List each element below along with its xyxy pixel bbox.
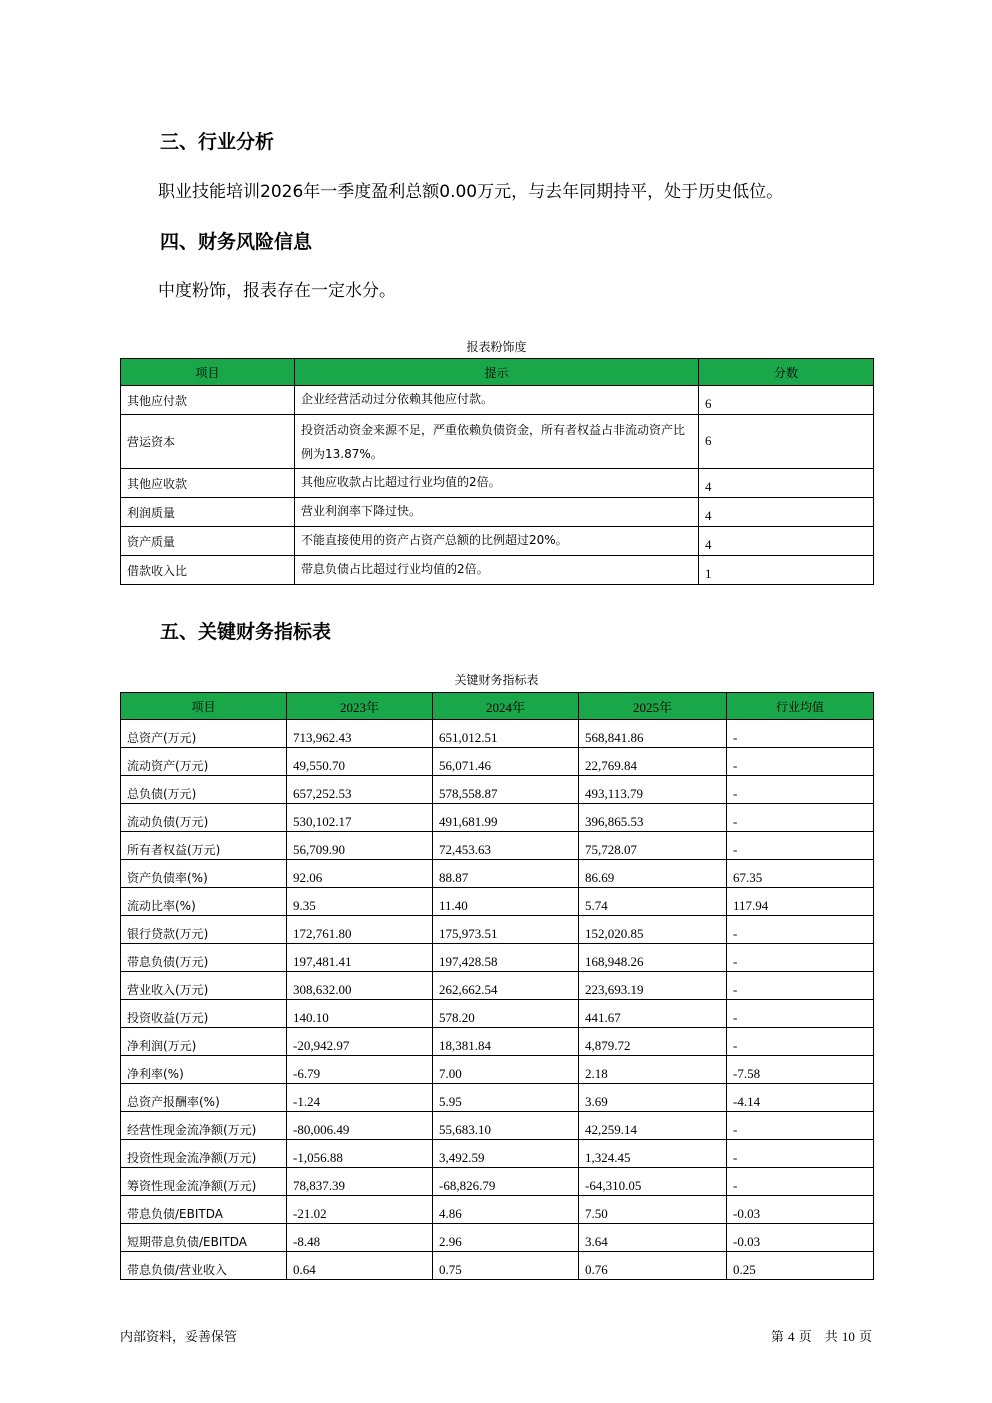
- kfi-value-2024: 491,681.99: [433, 804, 579, 832]
- risk-table: [120, 358, 874, 585]
- table-row: [121, 776, 874, 804]
- kfi-value-2023: 9.35: [287, 888, 433, 916]
- footer-confidential-note: 内部资料，妥善保管: [120, 1330, 238, 1345]
- table-row: [121, 1028, 874, 1056]
- risk-hint: 营业利润率下降过快。: [295, 498, 699, 527]
- kfi-item: 所有者权益(万元): [121, 832, 287, 860]
- risk-item: 资产质量: [121, 527, 295, 556]
- kfi-value-industry-avg: -: [727, 748, 874, 776]
- table-row: [121, 972, 874, 1000]
- kfi-item: 流动资产(万元): [121, 748, 287, 776]
- kfi-value-2025: 5.74: [579, 888, 727, 916]
- kfi-item: 银行贷款(万元): [121, 916, 287, 944]
- kfi-value-2023: 140.10: [287, 1000, 433, 1028]
- kfi-item: 净利率(%): [121, 1056, 287, 1084]
- kfi-value-2023: -21.02: [287, 1196, 433, 1224]
- kfi-table: [120, 692, 874, 1280]
- risk-item: 利润质量: [121, 498, 295, 527]
- kfi-value-2025: 42,259.14: [579, 1112, 727, 1140]
- kfi-value-2025: 86.69: [579, 860, 727, 888]
- kfi-value-2025: 396,865.53: [579, 804, 727, 832]
- kfi-item: 总资产报酬率(%): [121, 1084, 287, 1112]
- kfi-value-2024: 11.40: [433, 888, 579, 916]
- kfi-value-2023: 49,550.70: [287, 748, 433, 776]
- section3-text: 职业技能培训2026年一季度盈利总额0.00万元，与去年同期持平，处于历史低位。: [158, 182, 784, 202]
- kfi-header-2024: 2024年: [433, 693, 579, 720]
- kfi-value-2025: 152,020.85: [579, 916, 727, 944]
- kfi-value-2024: 56,071.46: [433, 748, 579, 776]
- kfi-value-industry-avg: -: [727, 1140, 874, 1168]
- section4-text: 中度粉饰，报表存在一定水分。: [158, 281, 396, 301]
- table-row: [121, 1196, 874, 1224]
- kfi-value-2024: 197,428.58: [433, 944, 579, 972]
- kfi-value-2025: 0.76: [579, 1252, 727, 1280]
- kfi-value-2024: 72,453.63: [433, 832, 579, 860]
- table-row: [121, 1252, 874, 1280]
- kfi-value-2025: 1,324.45: [579, 1140, 727, 1168]
- risk-score: 1: [699, 556, 874, 585]
- kfi-value-2024: 262,662.54: [433, 972, 579, 1000]
- kfi-item: 总负债(万元): [121, 776, 287, 804]
- kfi-value-industry-avg: -: [727, 972, 874, 1000]
- table-row: [121, 804, 874, 832]
- table-row: [121, 1056, 874, 1084]
- risk-header-item: 项目: [121, 359, 295, 386]
- footer-page-total: 10: [841, 1329, 855, 1344]
- risk-table-header-row: [121, 359, 874, 386]
- kfi-value-2023: -80,006.49: [287, 1112, 433, 1140]
- kfi-value-2024: 2.96: [433, 1224, 579, 1252]
- kfi-header-2023: 2023年: [287, 693, 433, 720]
- risk-item: 借款收入比: [121, 556, 295, 585]
- kfi-value-2023: 0.64: [287, 1252, 433, 1280]
- risk-hint: 企业经营活动过分依赖其他应付款。: [295, 386, 699, 415]
- kfi-item: 带息负债/营业收入: [121, 1252, 287, 1280]
- kfi-header-item: 项目: [121, 693, 287, 720]
- risk-score: 6: [699, 386, 874, 415]
- table-row: [121, 1140, 874, 1168]
- kfi-value-2025: 493,113.79: [579, 776, 727, 804]
- table-row: [121, 860, 874, 888]
- kfi-value-industry-avg: 67.35: [727, 860, 874, 888]
- kfi-value-industry-avg: -: [727, 1112, 874, 1140]
- kfi-value-industry-avg: -7.58: [727, 1056, 874, 1084]
- table-row: [121, 1000, 874, 1028]
- kfi-value-2023: 92.06: [287, 860, 433, 888]
- kfi-item: 带息负债/EBITDA: [121, 1196, 287, 1224]
- kfi-value-2023: 530,102.17: [287, 804, 433, 832]
- kfi-value-industry-avg: -: [727, 804, 874, 832]
- kfi-value-2024: 88.87: [433, 860, 579, 888]
- kfi-value-2023: 713,962.43: [287, 720, 433, 748]
- kfi-value-industry-avg: -: [727, 916, 874, 944]
- risk-item: 其他应收款: [121, 469, 295, 498]
- kfi-value-2024: 0.75: [433, 1252, 579, 1280]
- risk-item: 营运资本: [121, 415, 295, 469]
- kfi-value-2025: -64,310.05: [579, 1168, 727, 1196]
- table-row: [121, 944, 874, 972]
- kfi-value-2025: 75,728.07: [579, 832, 727, 860]
- table-row: [121, 916, 874, 944]
- table-row: [121, 1168, 874, 1196]
- kfi-value-2025: 441.67: [579, 1000, 727, 1028]
- risk-score: 6: [699, 415, 874, 469]
- kfi-value-2023: 657,252.53: [287, 776, 433, 804]
- risk-hint: 投资活动资金来源不足，严重依赖负债资金，所有者权益占非流动资产比例为13.87%。: [295, 415, 699, 469]
- kfi-value-2023: 197,481.41: [287, 944, 433, 972]
- kfi-value-2024: 651,012.51: [433, 720, 579, 748]
- risk-score: 4: [699, 527, 874, 556]
- table-row: [121, 1084, 874, 1112]
- table-row: [121, 415, 874, 469]
- kfi-value-2025: 2.18: [579, 1056, 727, 1084]
- kfi-value-2024: 4.86: [433, 1196, 579, 1224]
- kfi-item: 总资产(万元): [121, 720, 287, 748]
- kfi-item: 经营性现金流净额(万元): [121, 1112, 287, 1140]
- kfi-value-industry-avg: -4.14: [727, 1084, 874, 1112]
- kfi-value-2023: 308,632.00: [287, 972, 433, 1000]
- kfi-value-2023: 172,761.80: [287, 916, 433, 944]
- kfi-value-2025: 3.64: [579, 1224, 727, 1252]
- table-row: [121, 748, 874, 776]
- kfi-value-2025: 7.50: [579, 1196, 727, 1224]
- kfi-table-caption: 关键财务指标表: [454, 673, 539, 687]
- kfi-item: 投资性现金流净额(万元): [121, 1140, 287, 1168]
- kfi-item: 流动负债(万元): [121, 804, 287, 832]
- kfi-value-industry-avg: -: [727, 776, 874, 804]
- kfi-value-industry-avg: -: [727, 1000, 874, 1028]
- kfi-value-2024: -68,826.79: [433, 1168, 579, 1196]
- kfi-value-2025: 223,693.19: [579, 972, 727, 1000]
- kfi-value-2024: 18,381.84: [433, 1028, 579, 1056]
- table-row: [121, 556, 874, 585]
- footer-page-current: 4: [788, 1329, 795, 1344]
- kfi-value-industry-avg: -: [727, 832, 874, 860]
- kfi-value-2023: -8.48: [287, 1224, 433, 1252]
- kfi-value-2023: 56,709.90: [287, 832, 433, 860]
- kfi-value-industry-avg: -: [727, 720, 874, 748]
- kfi-value-2025: 3.69: [579, 1084, 727, 1112]
- kfi-value-2023: -20,942.97: [287, 1028, 433, 1056]
- kfi-value-2023: -6.79: [287, 1056, 433, 1084]
- kfi-item: 短期带息负债/EBITDA: [121, 1224, 287, 1252]
- table-row: [121, 527, 874, 556]
- section5-heading: 五、关键财务指标表: [160, 621, 332, 643]
- section4-heading: 四、财务风险信息: [160, 231, 313, 253]
- kfi-item: 流动比率(%): [121, 888, 287, 916]
- kfi-item: 资产负债率(%): [121, 860, 287, 888]
- table-row: [121, 386, 874, 415]
- kfi-item: 筹资性现金流净额(万元): [121, 1168, 287, 1196]
- kfi-item: 投资收益(万元): [121, 1000, 287, 1028]
- table-row: [121, 469, 874, 498]
- table-row: [121, 1224, 874, 1252]
- kfi-value-industry-avg: -0.03: [727, 1224, 874, 1252]
- kfi-value-2024: 5.95: [433, 1084, 579, 1112]
- kfi-value-2024: 175,973.51: [433, 916, 579, 944]
- risk-score: 4: [699, 498, 874, 527]
- kfi-value-industry-avg: 0.25: [727, 1252, 874, 1280]
- risk-hint: 不能直接使用的资产占资产总额的比例超过20%。: [295, 527, 699, 556]
- kfi-value-2025: 168,948.26: [579, 944, 727, 972]
- section3-heading: 三、行业分析: [160, 131, 275, 153]
- kfi-table-body: [121, 720, 874, 1280]
- kfi-value-2025: 568,841.86: [579, 720, 727, 748]
- table-row: [121, 1112, 874, 1140]
- risk-header-score: 分数: [699, 359, 874, 386]
- kfi-value-2024: 578.20: [433, 1000, 579, 1028]
- kfi-value-2024: 7.00: [433, 1056, 579, 1084]
- kfi-value-industry-avg: -: [727, 944, 874, 972]
- kfi-value-2025: 22,769.84: [579, 748, 727, 776]
- kfi-value-industry-avg: -0.03: [727, 1196, 874, 1224]
- risk-hint: 其他应收款占比超过行业均值的2倍。: [295, 469, 699, 498]
- footer-page-suffix: 页: [858, 1330, 872, 1345]
- kfi-item: 营业收入(万元): [121, 972, 287, 1000]
- table-row: [121, 498, 874, 527]
- risk-hint: 带息负债占比超过行业均值的2倍。: [295, 556, 699, 585]
- kfi-value-2025: 4,879.72: [579, 1028, 727, 1056]
- kfi-value-2024: 578,558.87: [433, 776, 579, 804]
- kfi-header-industry-avg: 行业均值: [727, 693, 874, 720]
- table-row: [121, 888, 874, 916]
- risk-score: 4: [699, 469, 874, 498]
- footer-page-prefix: 第: [770, 1330, 784, 1345]
- table-row: [121, 832, 874, 860]
- kfi-value-2024: 55,683.10: [433, 1112, 579, 1140]
- risk-table-caption: 报表粉饰度: [466, 340, 527, 354]
- risk-header-hint: 提示: [295, 359, 699, 386]
- footer-page-number: [771, 1326, 872, 1345]
- kfi-item: 净利润(万元): [121, 1028, 287, 1056]
- kfi-value-2024: 3,492.59: [433, 1140, 579, 1168]
- kfi-value-2023: 78,837.39: [287, 1168, 433, 1196]
- kfi-value-industry-avg: -: [727, 1168, 874, 1196]
- kfi-value-industry-avg: -: [727, 1028, 874, 1056]
- kfi-header-2025: 2025年: [579, 693, 727, 720]
- risk-item: 其他应付款: [121, 386, 295, 415]
- kfi-value-2023: -1,056.88: [287, 1140, 433, 1168]
- kfi-table-header-row: [121, 693, 874, 720]
- table-row: [121, 720, 874, 748]
- footer-page-mid: 页 共: [798, 1330, 838, 1345]
- kfi-value-2023: -1.24: [287, 1084, 433, 1112]
- kfi-value-industry-avg: 117.94: [727, 888, 874, 916]
- kfi-item: 带息负债(万元): [121, 944, 287, 972]
